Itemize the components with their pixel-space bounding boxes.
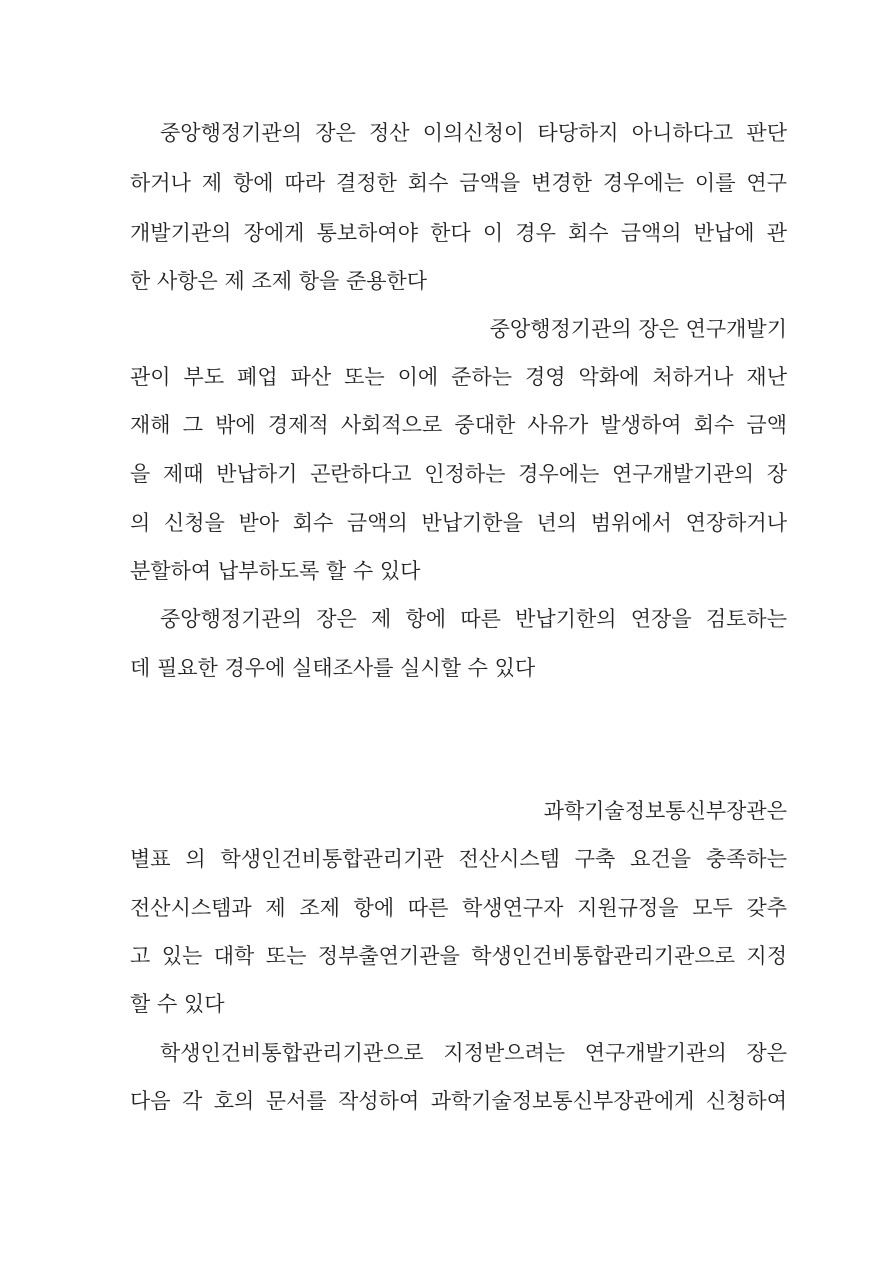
text-line: 한 사항은 제 조제 항을 준용한다 xyxy=(130,269,428,293)
text-line: 고 있는 대학 또는 정부출연기관을 학생인건비통합관리기관으로 지정 xyxy=(130,944,787,968)
text-line: 중앙행정기관의 장은 제 항에 따른 반납기한의 연장을 검토하는 xyxy=(160,607,787,631)
text-line: 과학기술정보통신부장관은 xyxy=(543,799,787,823)
text-line: 개발기관의 장에게 통보하여야 한다 이 경우 회수 금액의 반납에 관 xyxy=(130,221,787,245)
text-line: 하거나 제 항에 따라 결정한 회수 금액을 변경한 경우에는 이를 연구 xyxy=(130,171,787,195)
text-line: 별표 의 학생인건비통합관리기관 전산시스템 구축 요건을 충족하는 xyxy=(130,847,787,871)
text-line: 할 수 있다 xyxy=(130,992,225,1016)
text-line: 분할하여 납부하도록 할 수 있다 xyxy=(130,559,421,583)
text-line: 관이 부도 폐업 파산 또는 이에 준하는 경영 악화에 처하거나 재난 xyxy=(130,365,787,389)
text-line: 다음 각 호의 문서를 작성하여 과학기술정보통신부장관에게 신청하여 xyxy=(130,1089,787,1113)
text-line: 학생인건비통합관리기관으로 지정받으려는 연구개발기관의 장은 xyxy=(160,1041,787,1065)
text-line: 을 제때 반납하기 곤란하다고 인정하는 경우에는 연구개발기관의 장 xyxy=(130,462,787,486)
text-line: 데 필요한 경우에 실태조사를 실시할 수 있다 xyxy=(130,656,536,680)
text-line: 재해 그 밖에 경제적 사회적으로 중대한 사유가 발생하여 회수 금액 xyxy=(130,413,787,437)
text-line: 중앙행정기관의 장은 정산 이의신청이 타당하지 아니하다고 판단 xyxy=(160,121,787,145)
text-line: 중앙행정기관의 장은 연구개발기 xyxy=(489,317,787,341)
text-line: 전산시스템과 제 조제 항에 따른 학생연구자 지원규정을 모두 갖추 xyxy=(130,896,787,920)
text-line: 의 신청을 받아 회수 금액의 반납기한을 년의 범위에서 연장하거나 xyxy=(130,511,787,535)
